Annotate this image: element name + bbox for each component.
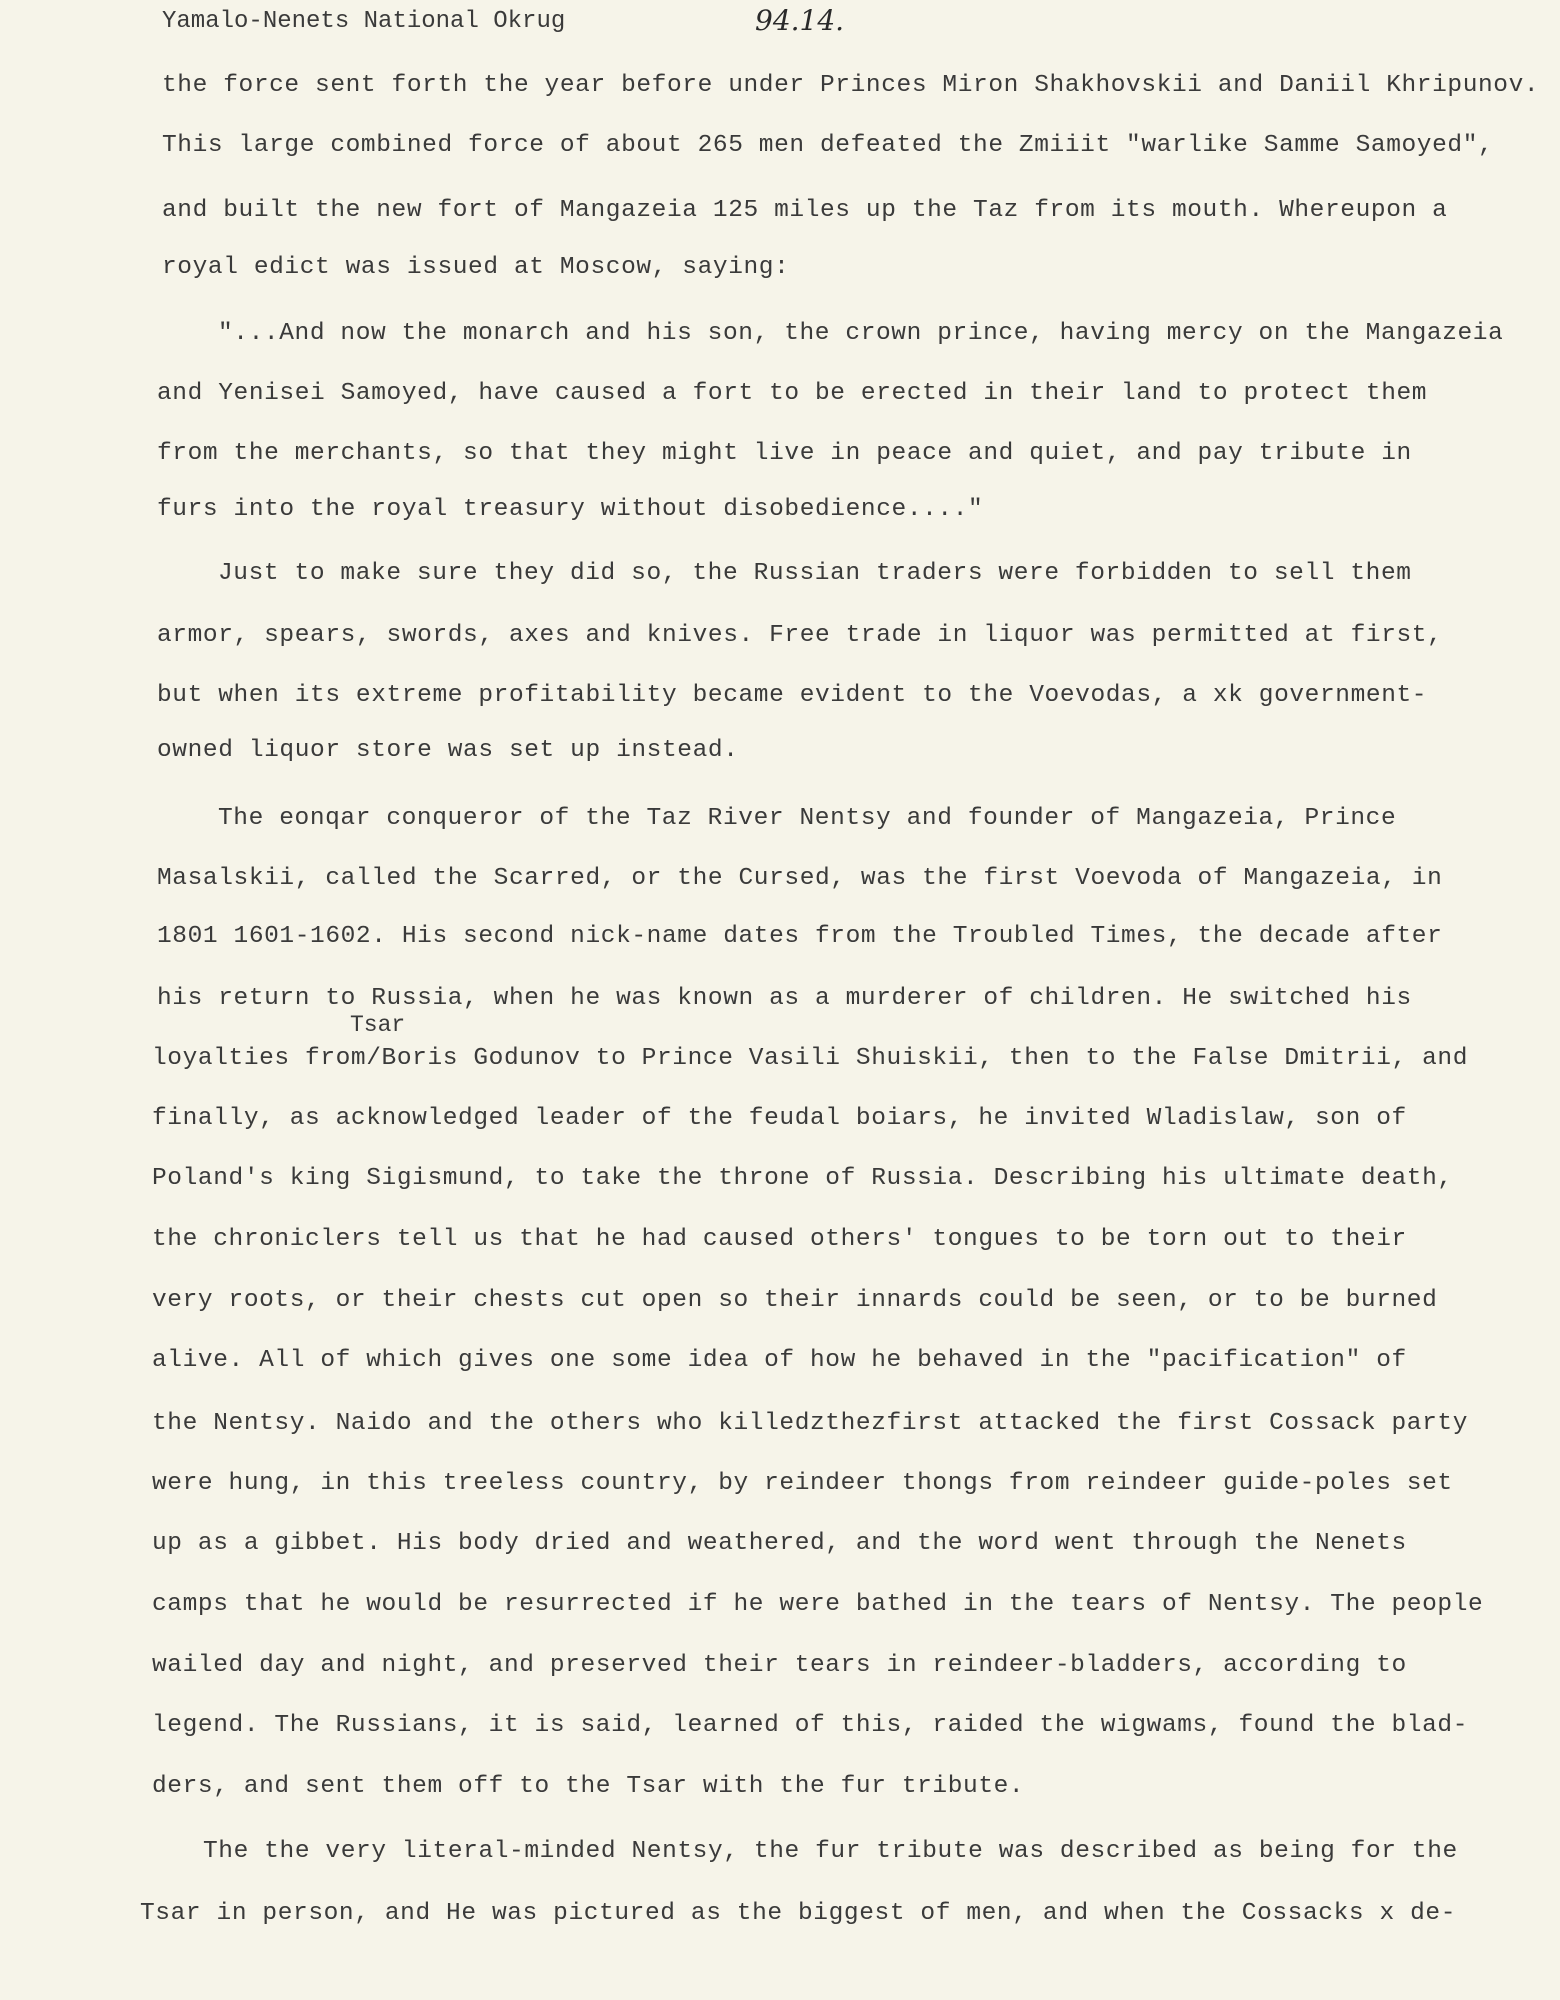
text-line: but when its extreme profitability became evident to the Voevodas, a xk government- <box>157 682 1428 709</box>
text-line: royal edict was issued at Moscow, saying: <box>162 254 790 281</box>
text-line: Tsar in person, and He was pictured as the biggest of men, and when the Cossacks x de- <box>140 1900 1457 1927</box>
text-line: camps that he would be resurrected if he were bathed in the tears of Nentsy. The people <box>152 1591 1484 1618</box>
text-line: the force sent forth the year before under Princes Miron Shakhovskii and Daniil Khripunov. <box>162 72 1540 99</box>
text-line: alive. All of which gives one some idea of how he behaved in the "pacification" of <box>152 1347 1407 1374</box>
text-line: and Yenisei Samoyed, have caused a fort to be erected in their land to protect them <box>157 380 1428 407</box>
text-line: the Nentsy. Naido and the others who killedzthezfirst attacked the first Cossack party <box>152 1410 1469 1437</box>
text-line: legend. The Russians, it is said, learned of this, raided the wigwams, found the blad- <box>152 1712 1469 1739</box>
page-header: Yamalo-Nenets National Okrug <box>162 8 566 35</box>
text-line: up as a gibbet. His body dried and weathered, and the word went through the Nenets <box>152 1530 1407 1557</box>
text-line: ders, and sent them off to the Tsar with the fur tribute. <box>152 1773 1025 1800</box>
text-line: wailed day and night, and preserved their tears in reindeer-bladders, according to <box>152 1652 1407 1679</box>
text-line: "...And now the monarch and his son, the crown prince, having mercy on the Mangazeia <box>218 320 1504 347</box>
text-line: Just to make sure they did so, the Russian traders were forbidden to sell them <box>218 560 1412 587</box>
handwritten-insertion: Tsar <box>350 1012 406 1038</box>
text-line: 1801 1601-1602. His second nick-name dates from the Troubled Times, the decade after <box>157 923 1443 950</box>
text-line: his return to Russia, when he was known as a murderer of children. He switched his <box>157 985 1412 1012</box>
text-line: This large combined force of about 265 men defeated the Zmiiit "warlike Samme Samoyed", <box>162 132 1494 159</box>
text-line: furs into the royal treasury without disobedience...." <box>157 496 984 523</box>
text-line: Poland's king Sigismund, to take the throne of Russia. Describing his ultimate death, <box>152 1165 1453 1192</box>
text-line: The the very literal-minded Nentsy, the fur tribute was described as being for the <box>203 1838 1458 1865</box>
text-line: The eonqar conqueror of the Taz River Nentsy and founder of Mangazeia, Prince <box>218 805 1397 832</box>
text-line: loyalties from/Boris Godunov to Prince Vasili Shuiskii, then to the False Dmitrii, and <box>152 1045 1469 1072</box>
text-line: finally, as acknowledged leader of the feudal boiars, he invited Wladislaw, son of <box>152 1105 1407 1132</box>
page-number: 94.14. <box>755 4 845 37</box>
text-line: very roots, or their chests cut open so their innards could be seen, or to be burned <box>152 1287 1438 1314</box>
text-line: armor, spears, swords, axes and knives. Free trade in liquor was permitted at first, <box>157 622 1443 649</box>
text-line: Masalskii, called the Scarred, or the Cursed, was the first Voevoda of Mangazeia, in <box>157 865 1443 892</box>
text-line: were hung, in this treeless country, by reindeer thongs from reindeer guide-poles set <box>152 1470 1453 1497</box>
text-line: owned liquor store was set up instead. <box>157 737 739 764</box>
text-line: from the merchants, so that they might live in peace and quiet, and pay tribute in <box>157 440 1412 467</box>
text-line: the chroniclers tell us that he had caused others' tongues to be torn out to their <box>152 1226 1407 1253</box>
text-line: and built the new fort of Mangazeia 125 miles up the Taz from its mouth. Whereupon a <box>162 197 1448 224</box>
